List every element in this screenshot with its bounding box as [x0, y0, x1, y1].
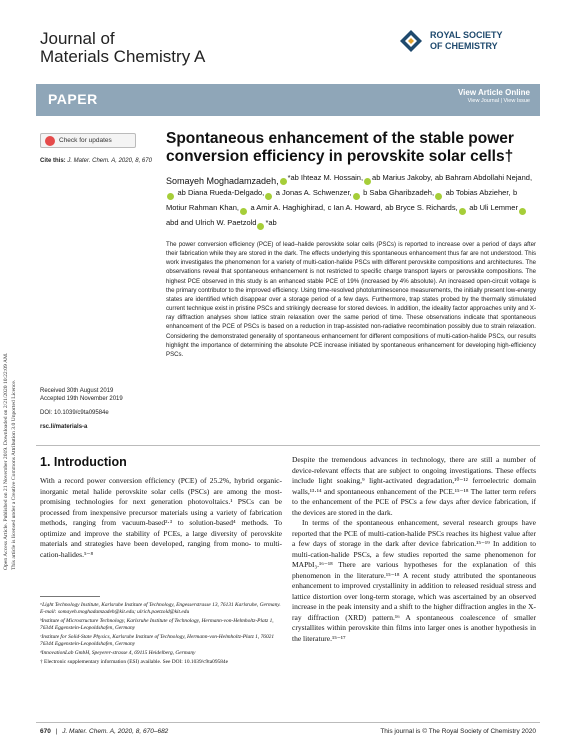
- rsc-logo-icon: [398, 28, 424, 54]
- author-affil: c Ian A. Howard,: [327, 203, 383, 212]
- abstract: The power conversion efficiency (PCE) of lead–halide perovskite solar cells (PSCs) is reported to increase over a period of days after their fabrication while they are stored in the dark. The effects underlying this spontaneous enhancement thus far are not understood. This work investigates the phenomenon for a variety of multi-cation-halide PSCs with different perovskite compositions and architectures. The observations reveal that spontaneous enhancement is not restricted to specific charge transport layers or perovskite compositions. The highest PCE observed in this study is an enhanced stable PCE of 19% (increased by 4% absolute). An increased open-circuit voltage is the primary contributor to the improved efficiency. Using time-resolved photoluminescence measurements, the initially present low-energy states are identified which disappear over a storage period of a few days. Furthermore, trap states probed by the thermally stimulated current technique exist in pristine PSCs and strikingly decrease for stored devices. In addition, the ideality factor approaches unity and X-ray diffraction analyses show lattice strain relaxation over the same period of time. These observations indicate that spontaneous enhancement of the PCE of PSCs is based on a reduction in trap-assisted non-radiative recombination possibly due to strain relaxation. Considering the demonstrated generality of spontaneous enhancement for different compositions of multi-cation-halide PSCs, our results highlight the importance of determining the absolute PCE increase initiated by spontaneous enhancement for developing high-efficiency PSCs.: [166, 241, 536, 358]
- check-for-updates-button[interactable]: [40, 133, 136, 148]
- body-column-right: [292, 455, 536, 644]
- section-divider: [36, 445, 540, 446]
- author-affil: ab Diana Rueda-Delgado,: [177, 188, 265, 197]
- licence-line[interactable]: This article is licensed under a Creative Commons Attribution 3.0 Unported Licence.: [11, 379, 17, 570]
- check-for-updates-label: Check for updates: [59, 137, 112, 144]
- author-affil: *ab: [265, 218, 277, 227]
- author-affil: a Jonas A. Schwenzer,: [275, 188, 352, 197]
- orcid-icon[interactable]: [257, 223, 264, 230]
- publisher-name-line2: OF CHEMISTRY: [430, 41, 498, 51]
- publisher-name: [430, 30, 503, 52]
- open-access-text: [2, 140, 18, 570]
- received-dates: [40, 387, 162, 431]
- journal-title-line1: Journal of: [40, 29, 115, 48]
- publisher-logo[interactable]: [398, 28, 503, 54]
- author-affil: ab Uli Lemmer: [469, 203, 518, 212]
- section-heading: 1. Introduction: [40, 455, 127, 469]
- footnote: ᵃLight Technology Institute, Karlsruhe Institute of Technology, Engesserstrasse 13, 76131 Karlsruhe, Germany. E-mail: somayeh.moghadamzadeh@kit.edu; ulrich.paetzold@kit.edu: [40, 602, 281, 616]
- received-date: Received 30th August 2019: [40, 388, 114, 394]
- author-affil: ab Marius Jakoby,: [372, 173, 433, 182]
- article-type-banner: [36, 84, 540, 116]
- journal-reference: J. Mater. Chem. A, 2020, 8, 670–682: [62, 728, 169, 735]
- citation-text: J. Mater. Chem. A, 2020, 8, 670: [67, 158, 152, 164]
- copyright-notice: This journal is © The Royal Society of Chemistry 2020: [380, 728, 536, 735]
- orcid-icon[interactable]: [240, 208, 247, 215]
- footnote-rule: [40, 596, 100, 597]
- article-title: Spontaneous enhancement of the stable power conversion efficiency in perovskite solar cells†: [166, 130, 514, 165]
- journal-short-link[interactable]: rsc.li/materials-a: [40, 424, 88, 430]
- orcid-icon[interactable]: [265, 193, 272, 200]
- citation-label: Cite this:: [40, 158, 66, 164]
- footer-rule: [36, 722, 540, 723]
- footnote: ᵇInstitute of Microstructure Technology, Karlsruhe Institute of Technology, Hermann-von-Helmholtz-Platz 1, 76344 Eggenstein-Leopoldshafen, Germany: [40, 618, 274, 632]
- page-number: 670: [40, 728, 51, 735]
- author-affil: ab Tobias Abzieher,: [445, 188, 511, 197]
- orcid-icon[interactable]: [353, 193, 360, 200]
- journal-title[interactable]: [40, 30, 205, 66]
- orcid-icon[interactable]: [435, 193, 442, 200]
- body-paragraph: With a record power conversion efficiency (PCE) of 25.2%, hybrid organic-inorganic metal halide perovskite solar cells (PSCs) are among the most-promising technologies for next generation photovoltaics.¹ PSCs can be processed from inexpensive precursor materials using a variety of fabrication methods, ranging from vacuum-based²·³ to solution-based⁴ methods. To optimize and improve the stability of PCEs, a large diversity of perovskite materials and strategies have been developed, ranging from mono- to multi-cation-halides.⁵⁻⁸: [40, 476, 282, 559]
- open-access-notice: [2, 140, 28, 570]
- author-affil: a Amir A. Haghighirad,: [250, 203, 326, 212]
- view-journal-issue-links[interactable]: View Journal | View Issue: [467, 98, 530, 104]
- author-affil: *ab Ihteaz M. Hossain,: [287, 173, 364, 182]
- accepted-date: Accepted 19th November 2019: [40, 396, 123, 402]
- author-affil: ab Bahram Abdollahi Nejand,: [434, 173, 533, 182]
- author-affil: b Motiur Rahman Khan,: [166, 188, 518, 212]
- author: Somayeh Moghadamzadeh,: [166, 176, 279, 186]
- view-online-links: [458, 88, 530, 104]
- citation-block: [40, 157, 162, 165]
- footnote: ᵈInnovationLab GmbH, Speyerer-strasse 4, 69115 Heidelberg, Germany: [40, 650, 196, 657]
- orcid-icon[interactable]: [167, 193, 174, 200]
- body-paragraph: Despite the tremendous advances in technology, there are still a number of device-relevant effects that are subject to ongoing investigations. These effects include light soaking,⁹ light-activated degradation,¹⁰⁻¹² ferroelectric domain walls,¹³·¹⁴ and spontaneous enhancement of the PCE.¹⁵⁻¹⁸ The latter term refers to the enhancement of the PCE of PSCs a few days after device fabrication, if the devices are stored in the dark.: [292, 455, 536, 517]
- author-affil: abd and Ulrich W. Paetzold: [166, 218, 257, 227]
- view-article-online-link[interactable]: View Article Online: [457, 88, 530, 97]
- journal-title-line2: Materials Chemistry A: [40, 47, 206, 66]
- footnotes: [40, 602, 282, 668]
- orcid-icon[interactable]: [459, 208, 466, 215]
- author-affil: b Saba Gharibzadeh,: [363, 188, 435, 197]
- article-type-label: PAPER: [48, 91, 98, 107]
- footnote: ᶜInstitute for Solid-State Physics, Karlsruhe Institute of Technology, Hermann-von-Helmholtz-Platz 1, 76021 76344 Eggenstein-Leopoldshafen, Germany: [40, 634, 275, 648]
- orcid-icon[interactable]: [519, 208, 526, 215]
- page-footer-left: 670 | J. Mater. Chem. A, 2020, 8, 670–682: [40, 728, 169, 735]
- body-paragraph: In terms of the spontaneous enhancement, several research groups have reported that the PCE of multi-cation-halide PSCs reaches its highest value after a few days of storage in the dark after device fabrication.¹⁵⁻¹⁹ In addition to multi-cation-halide PSCs, a few studies reported the same phenomenon for MAPbI₃.¹⁶⁻¹⁸ There are various hypotheses for the explanation of this phenomenon in the literature.¹⁵⁻¹⁸ A recent study attributed the spontaneous enhancement to improved crystallinity in addition to released residual stress and lattice distortion over long-term storage, which was ascertained by an observed increase in the peak intensity and a shift to the higher diffraction angles in the X-ray diffraction (XRD) pattern.¹⁶ A spontaneous coalescence of smaller crystallites within perovskite thin films into larger ones is another hypothesis in the literature.¹⁵⁻¹⁷: [292, 518, 536, 643]
- author-list: [166, 172, 536, 232]
- publisher-name-line1: ROYAL SOCIETY: [430, 30, 503, 40]
- refresh-icon: [45, 136, 55, 146]
- orcid-icon[interactable]: [364, 178, 371, 185]
- open-access-line1: Open Access Article. Published on 21 November 2019. Downloaded on 2/21/2020 10:22:09 AM.: [3, 352, 9, 570]
- author-affil: ab Bryce S. Richards,: [385, 203, 458, 212]
- footnote-esi[interactable]: † Electronic supplementary information (ESI) available. See DOI: 10.1039/c9ta09584e: [40, 659, 229, 666]
- body-column-left: [40, 476, 282, 560]
- doi[interactable]: DOI: 10.1039/c9ta09584e: [40, 410, 109, 416]
- orcid-icon[interactable]: [280, 178, 287, 185]
